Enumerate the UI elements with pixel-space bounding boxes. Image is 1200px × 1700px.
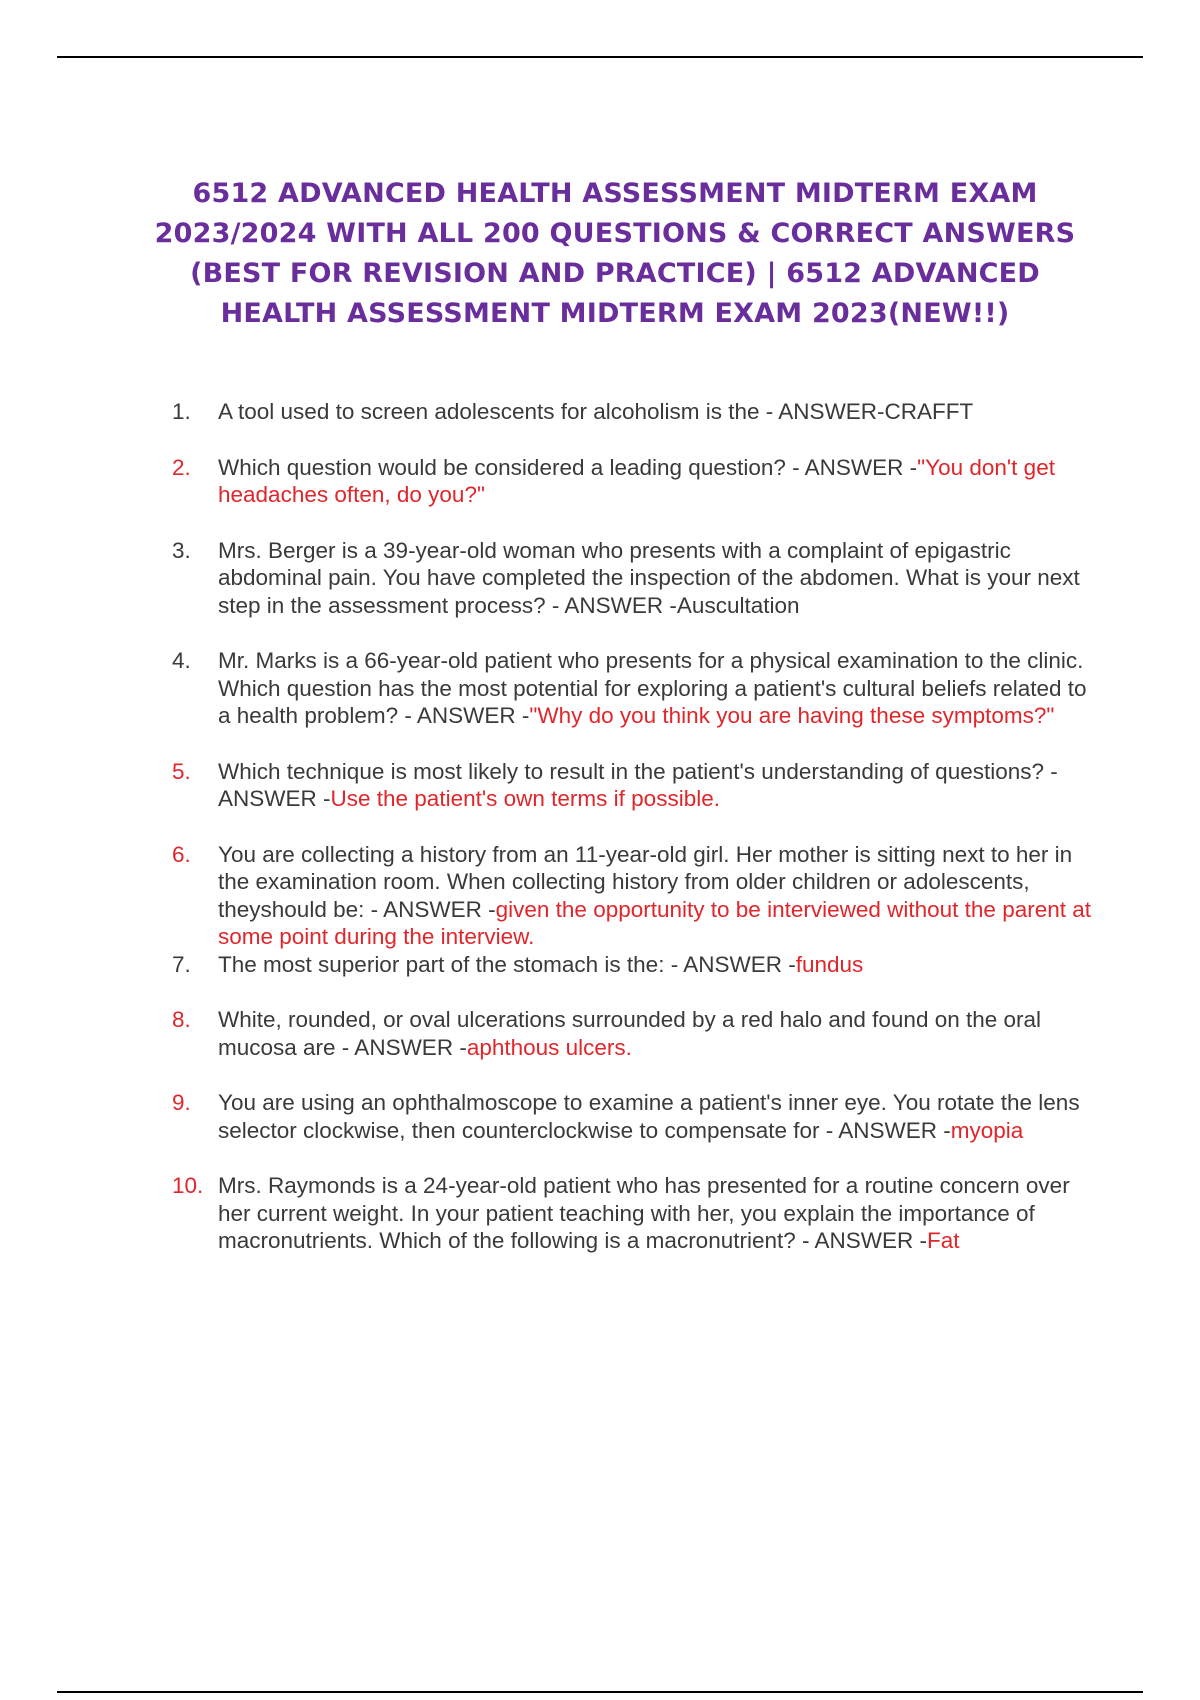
question-number: 9. — [172, 1090, 191, 1115]
question-item — [172, 1089, 1092, 1144]
answer-text: "You don't get headaches often, do you?" — [218, 454, 1055, 507]
question-text: step in the assessment process? - ANSWER -Auscultation — [218, 592, 800, 618]
question-number: 5. — [172, 758, 191, 784]
question-item — [172, 537, 1092, 620]
question-text: Which question has the most potential for exploring a patient's cultural beliefs related to — [218, 675, 1087, 701]
question-text: Mr. Marks is a 66-year-old patient who presents for a physical examination to the clinic. — [218, 648, 1084, 673]
question-item — [172, 951, 1092, 979]
question-text: a health problem? - ANSWER - — [218, 703, 530, 728]
question-item — [172, 1006, 1092, 1061]
question-text: Which question would be considered a leading question? - ANSWER - — [218, 454, 918, 480]
question-list — [172, 398, 1092, 1283]
question-item — [172, 1172, 1092, 1255]
question-text: Mrs. Berger is a 39-year-old woman who presents with a complaint of epigastric abdominal pain. You have completed the inspection of the abdomen. What is your next — [218, 537, 1080, 590]
question-number: 3. — [172, 537, 191, 563]
answer-text: Use the patient's own terms if possible. — [330, 786, 720, 811]
question-number: 4. — [172, 648, 191, 673]
question-text: You are collecting a history from an 11-year-old girl. Her mother is sitting next to her in the examination room. When collecting history from older children or adolescents, theyshould be: - ANSWER - — [218, 841, 1073, 922]
question-item — [172, 454, 1092, 509]
question-number: 10. — [172, 1173, 204, 1198]
question-item — [172, 758, 1092, 813]
document-title: 6512 ADVANCED HEALTH ASSESSMENT MIDTERM EXAM 2023/2024 WITH ALL 200 QUESTIONS & CORRECT ANSWERS (BEST FOR REVISION AND PRACTICE) | 6512 ADVANCED HEALTH ASSESSMENT MIDTERM EXAM 2023(NEW!!) — [154, 178, 1076, 329]
top-rule — [57, 56, 1143, 58]
question-number: 1. — [172, 399, 191, 424]
question-text: Mrs. Raymonds is a 24-year-old patient who has presented for a routine concern over her current weight. In your patient teaching with her, you explain the importance of macronutrients. Which of the following is a macronutrient? - ANSWER - — [218, 1173, 1070, 1253]
question-number: 7. — [172, 951, 191, 977]
answer-text: "Why do you think you are having these symptoms?" — [529, 703, 1055, 728]
question-text: White, rounded, or oval ulcerations surrounded by a red halo and found on the oral mucosa are - ANSWER - — [218, 1007, 1042, 1060]
answer-text: aphthous ulcers. — [466, 1034, 632, 1060]
bottom-rule — [57, 1691, 1143, 1693]
answer-text: myopia — [950, 1117, 1024, 1143]
answer-text: given the opportunity to be interviewed without the parent at some point during the interview. — [218, 896, 1092, 949]
question-item — [172, 647, 1092, 730]
answer-text: fundus — [795, 951, 864, 977]
question-number: 2. — [172, 454, 191, 480]
answer-text: Fat — [927, 1228, 960, 1253]
question-number: 6. — [172, 841, 191, 867]
question-text: A tool used to screen adolescents for alcoholism is the - ANSWER-CRAFFT — [218, 399, 974, 424]
question-text: Which technique is most likely to result in the patient's understanding of questions? - ANSWER - — [218, 758, 1058, 811]
question-item — [172, 841, 1092, 951]
question-number: 8. — [172, 1007, 191, 1032]
question-text: You are using an ophthalmoscope to examine a patient's inner eye. You rotate the lens selector clockwise, then counterclockwise to compensate for - ANSWER - — [218, 1090, 1080, 1143]
question-item — [172, 398, 1092, 426]
question-text: The most superior part of the stomach is the: - ANSWER - — [218, 951, 796, 977]
